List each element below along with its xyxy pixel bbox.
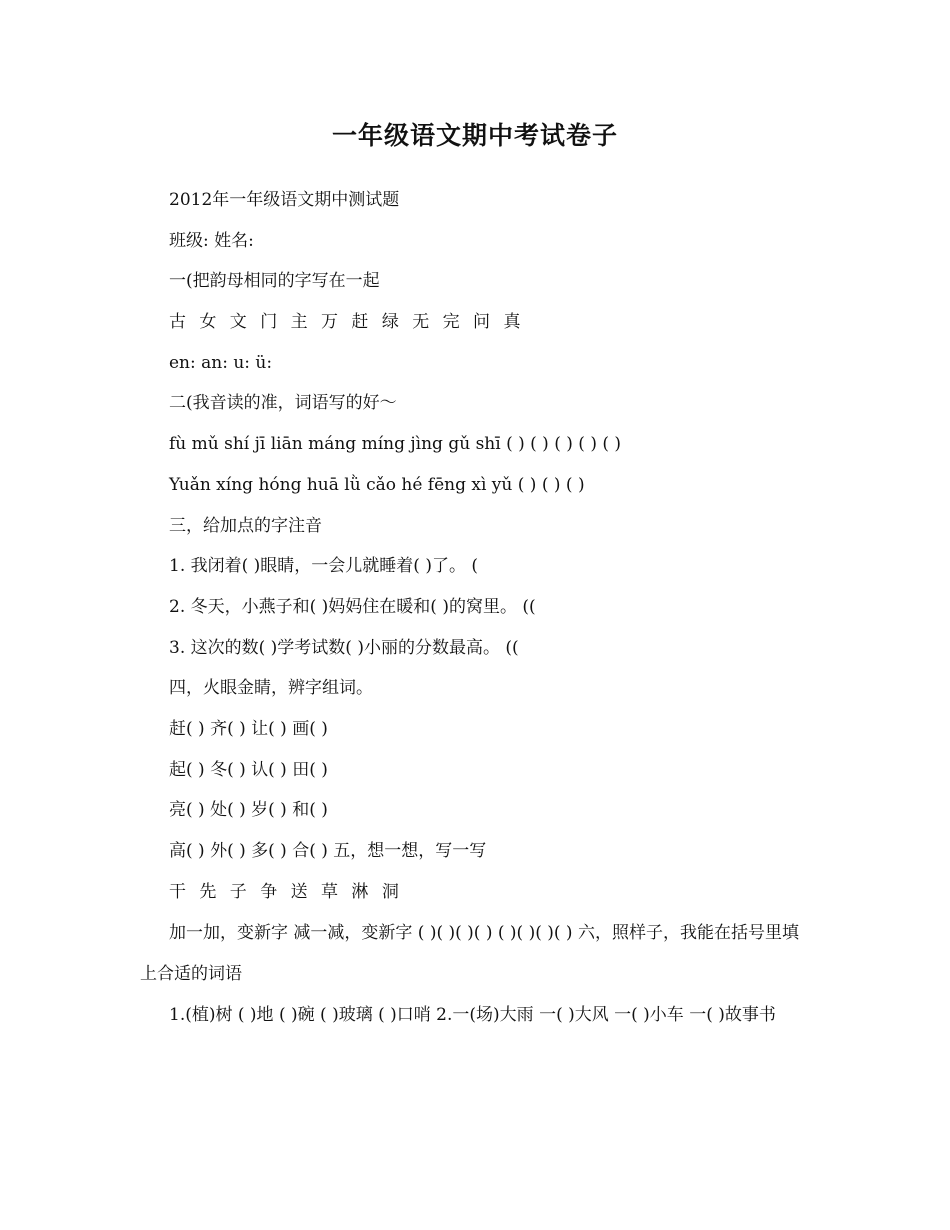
section-4-row-4: 高( ) 外( ) 多( ) 合( ) 五，想一想，写一写 <box>169 841 487 861</box>
section-3-item-2: 2. 冬天，小燕子和( )妈妈住在暖和( )的窝里。 (( <box>169 597 536 617</box>
section-4-heading: 四，火眼金睛，辨字组词。 <box>169 678 373 698</box>
section-2-heading: 二(我音读的准，词语写的好～ <box>169 393 397 413</box>
section-4-row-1: 赶( ) 齐( ) 让( ) 画( ) <box>169 719 328 739</box>
section-3-heading: 三，给加点的字注音 <box>169 516 322 536</box>
section-1-heading: 一(把韵母相同的字写在一起 <box>169 271 380 291</box>
section-5-paragraph: 加一加，变新字 减一减，变新字 ( )( )( )( ) ( )( )( )( ) 六，照样子，我能在括号里填上合适的词语 <box>140 923 799 984</box>
section-6-paragraph: 1.(植)树 ( )地 ( )碗 ( )玻璃 ( )口哨 2.一(场)大雨 一( )大风 一( )小车 一( )故事书 <box>169 1005 776 1025</box>
section-2-pinyin-line-1: fù mǔ shí jī liān máng míng jìng gǔ shī ( ) ( ) ( ) ( ) ( ) <box>169 434 622 454</box>
section-3-item-3: 3. 这次的数( )学考试数( )小丽的分数最高。 (( <box>169 638 519 658</box>
subtitle-line: 2012年一年级语文期中测试题 <box>169 190 400 210</box>
section-1-characters: 古 女 文 门 主 万 赶 绿 无 完 问 真 <box>169 312 525 332</box>
section-3-item-1: 1. 我闭着( )眼睛，一会儿就睡着( )了。 ( <box>169 556 478 576</box>
section-2-pinyin-line-2: Yuǎn xíng hóng huā lǜ cǎo hé fēng xì yǔ ( ) ( ) ( ) <box>169 475 585 495</box>
section-4-row-3: 亮( ) 处( ) 岁( ) 和( ) <box>169 800 328 820</box>
page-title: 一年级语文期中考试卷子 <box>331 121 618 150</box>
section-1-finals: en: an: u: ü: <box>169 353 273 373</box>
section-5-characters: 干 先 子 争 送 草 淋 洞 <box>169 882 403 902</box>
section-4-row-2: 起( ) 冬( ) 认( ) 田( ) <box>169 760 328 780</box>
class-name-line: 班级: 姓名: <box>169 231 254 251</box>
